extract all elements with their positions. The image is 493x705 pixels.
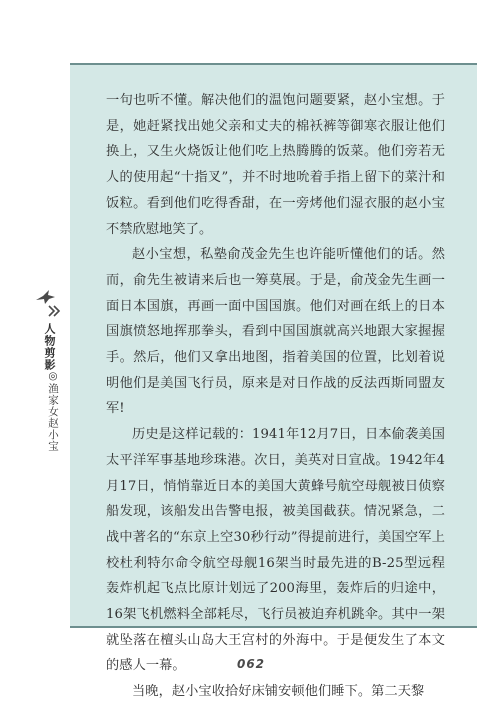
sidebar-subtitle: ◎渔家女赵小宝 — [47, 370, 59, 452]
chevron-right-icon — [47, 304, 61, 318]
paragraph-2: 赵小宝想，私塾俞茂金先生也许能听懂他们的话。然而，俞先生被请来后也一筹莫展。于是，俞茂金先生画一面日本国旗，再画一面中国国旗。他们对画在纸上的日本国旗愤怒地挥那拳头，看到中国国旗就高兴地跟大家握握手。然后，他们又拿出地图，指着美国的位置，比划着说明他们是美国飞行员，原来是对日作战的反法西斯同盟友军! — [106, 247, 445, 417]
page-number: 062 — [236, 657, 266, 671]
paragraph-3: 历史是这样记载的：1941年12月7日，日本偷袭美国太平洋军事基地珍珠港。次日，美英对日宣战。1942年4月17日，悄悄靠近日本的美国大黄蜂号航空母舰被日侦察船发现，该船发出告警电报，被美国截获。情况紧急，二战中著名的“东京上空30秒行动”得提前进行，美国空军上校杜利特尔命令航空母舰16架当时最先进的B-25型远程轰炸机起飞点比原计划远了200海里，轰炸后的归途中，16架飞机燃料全部耗尽，飞行员被迫弃机跳伞。其中一架就坠落在檀头山岛大王宫村的外海中。于是便发生了本文的感人一幕。 — [106, 427, 445, 674]
paragraph-1: 一句也听不懂。解决他们的温饱问题要紧，赵小宝想。于是，她赶紧找出她父亲和丈夫的棉袄裤等御寒衣服让他们换上，又生火烧饭让他们吃上热腾腾的饭菜。他们旁若无人的使用起“十指叉”，并不时地吮着手指上留下的菜汁和饭粒。看到他们吃得香甜，在一旁烤他们湿衣服的赵小宝不禁欣慰地笑了。 — [106, 93, 445, 237]
sidebar-title: 人物剪影 — [43, 323, 56, 371]
paragraph-4: 当晚，赵小宝收拾好床铺安顿他们睡下。第二天黎 — [132, 684, 425, 700]
main-text-block — [106, 88, 445, 705]
